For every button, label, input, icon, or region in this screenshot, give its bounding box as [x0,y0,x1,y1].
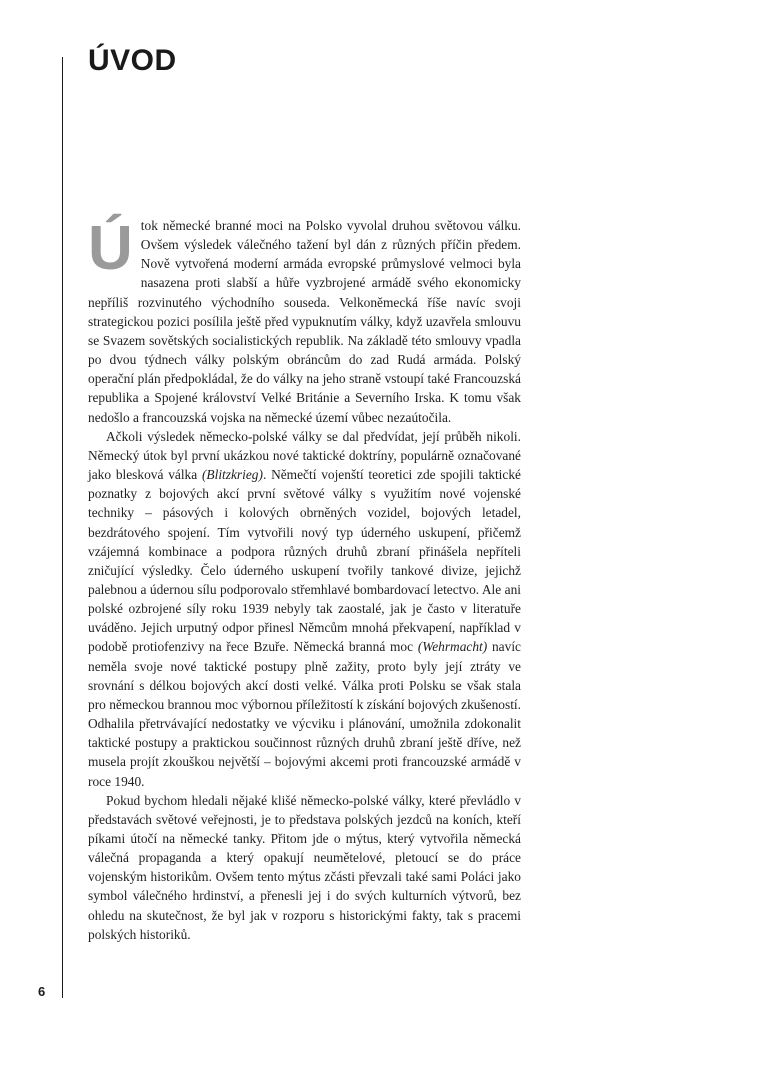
paragraph-1-text: tok německé branné moci na Polsko vyvolal druhou světovou válku. Ovšem výsledek válečného tažení byl dán z různých příčin předem. Nově vytvořená moderní armáda evropské průmyslové velmoci byla nasazena proti slabší a hůře vyzbrojené armádě svého ekonomicky nepříliš rozvinutého východního souseda. Velkoněmecká říše navíc svoji strategickou pozici posílila ještě před vypuknutím války, když uzavřela smlouvu se Svazem sovětských socialistických republik. Na základě této smlouvy vpadla po dvou týdnech války polským obráncům do zad Rudá armáda. Polský operační plán předpokládal, že do války na jeho straně vstoupí také Francouzská republika a Spojené království Velké Británie a Severního Irska. K tomu však nedošlo a francouzská vojska na německé území vůbec nezaútočila. [88,218,521,425]
body-text [88,216,521,944]
margin-rule [62,57,63,998]
paragraph-2-text-b: . Němečtí vojenští teoretici zde spojili taktické poznatky z bojových akcí první světové války s využitím nové vojenské techniky – pásových i kolových obrněných vozidel, bojových letadel, bezdrátového spojení. Tím vytvořili nový typ úderného uskupení, přičemž vzájemná kombinace a podpora různých druhů zbraní přinášela nepříteli zničující výsledky. Čelo úderného uskupení tvořily tankové divize, jejichž palebnou a údernou sílu podporovalo střemhlavé bombardovací letectvo. Ale ani polské ozbrojené síly roku 1939 nebyly tak zaostalé, jak je často v literatuře uváděno. Jejich urputný odpor přinesl Němcům mnohá překvapení, například v podobě protiofenzivy na řece Bzuře. Německá branná moc [88,467,521,655]
paragraph-2-text-a: Ačkoli výsledek německo-polské války se dal předvídat, její průběh nikoli. Německý útok byl první ukázkou nové taktické doktríny, populárně označované jako blesková válka [88,428,521,483]
drop-cap: Ú [88,214,133,283]
paragraph-2 [88,427,521,791]
chapter-title: ÚVOD [88,44,177,77]
paragraph-2-text-c: navíc neměla svoje nové taktické postupy plně zažity, proto byly její ztráty ve srovnání s délkou bojových akcí dosti velké. Válka proti Polsku se však stala pro německou brannou moc výbornou příležitostí k získání bojových zkušeností. Odhalila přetrvávající nedostatky ve výcviku i plánování, umožnila zdokonalit taktické postupy a praktickou součinnost různých druhů zbraní ještě dříve, než musela projít zkouškou největší – bojovými akcemi proti francouzské armádě v roce 1940. [88,639,521,789]
term-blitzkrieg: (Blitzkrieg) [201,467,263,483]
paragraph-1 [88,216,521,427]
page-number: 6 [38,984,46,999]
term-wehrmacht: (Wehrmacht) [417,639,488,655]
paragraph-3: Pokud bychom hledali nějaké klišé německo-polské války, které převládlo v představách světové veřejnosti, je to představa polských jezdců na koních, kteří píkami útočí na německé tanky. Přitom jde o mýtus, který vytvořila německá válečná propaganda a který opakují neumětelové, pletoucí se do práce vojenským historikům. Ovšem tento mýtus zčásti převzali také sami Poláci jako symbol válečného hrdinství, a přenesli jej i do svých kulturních výtvorů, bez ohledu na skutečnost, že byl jak v rozporu s historickými fakty, tak s pracemi polských historiků. [88,792,521,942]
